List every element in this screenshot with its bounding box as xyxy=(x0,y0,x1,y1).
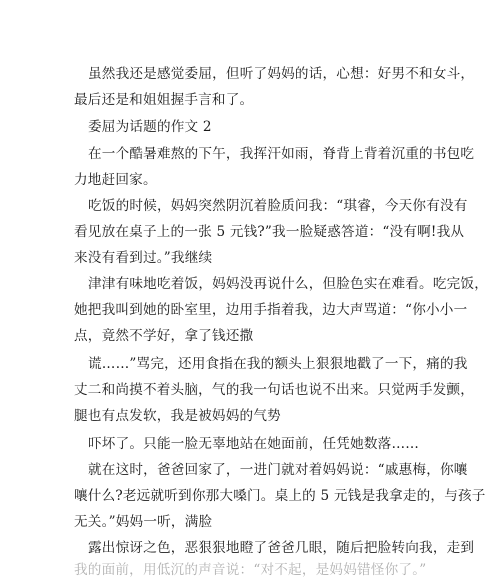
text-line: 津津有味地吃着饭，妈妈没再说什么，但脸色实在难看。吃完饭， xyxy=(88,276,489,292)
text-line: 在一个酷暑难熬的下午，我挥汗如雨，脊背上背着沉重的书包吃 xyxy=(88,146,475,162)
text-line: 嚷什么?老远就听到你那大嗓门。桌上的 5 元钱是我拿走的，与孩子 xyxy=(74,488,486,504)
text-line: 谎……”骂完，还用食指在我的额头上狠狠地戳了一下，痛的我 xyxy=(88,356,468,372)
text-line: 虽然我还是感觉委屈，但听了妈妈的话，心想：好男不和女斗， xyxy=(88,66,475,82)
text-line: 吃饭的时候，妈妈突然阴沉着脸质问我：“琪睿，今天你有没有 xyxy=(88,198,468,214)
text-line: 点，竟然不学好，拿了钱还撒 xyxy=(74,328,254,344)
text-line: 她把我叫到她的卧室里，边用手指着我，边大声骂道：“你小小一 xyxy=(74,302,468,318)
text-line: 最后还是和姐姐握手言和了。 xyxy=(74,92,254,108)
text-line: 力地赶回家。 xyxy=(74,172,157,188)
text-line: 丈二和尚摸不着头脑，气的我一句话也说不出来。只觉两手发颤， xyxy=(74,382,475,398)
text-line: 我的面前，用低沉的声音说：“对不起，是妈妈错怪你了。” xyxy=(74,562,427,578)
text-line: 来没有看到过。”我继续 xyxy=(74,250,213,266)
text-line: 看见放在桌子上的一张 5 元钱?”我一脸疑惑答道：“没有啊!我从 xyxy=(74,224,465,240)
text-line: 吓坏了。只能一脸无辜地站在她面前，任凭她数落…… xyxy=(88,436,420,452)
text-line: 无关。”妈妈一听，满脸 xyxy=(74,514,213,530)
text-line: 腿也有点发软，我是被妈妈的气势 xyxy=(74,408,281,424)
text-line: 就在这时，爸爸回家了，一进门就对着妈妈说：“戚惠梅，你嚷 xyxy=(88,462,468,478)
section-heading: 委屈为话题的作文 2 xyxy=(88,119,212,135)
text-line: 露出惊讶之色，恶狠狠地瞪了爸爸几眼，随后把脸转向我，走到 xyxy=(88,540,475,556)
